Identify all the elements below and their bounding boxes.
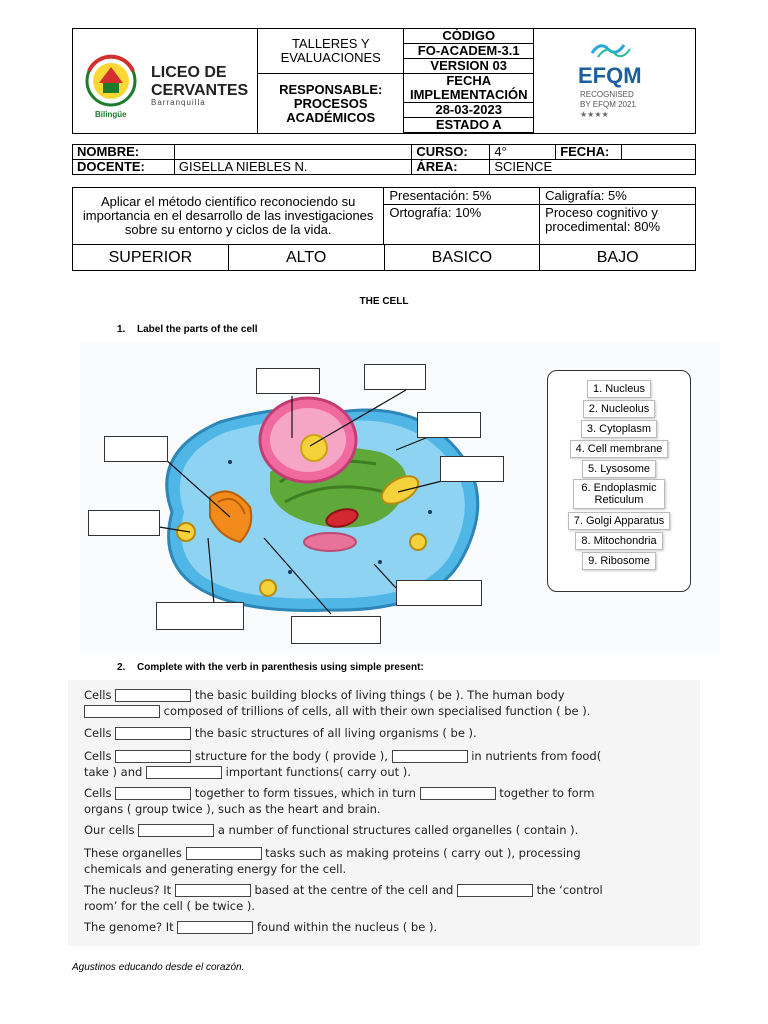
- level-superior[interactable]: SUPERIOR: [73, 245, 229, 271]
- answer-blank[interactable]: [392, 750, 468, 763]
- cell-parts-legend: [547, 370, 691, 592]
- exercise-line: Cells structure for the body ( provide ), in nutrients from food(: [84, 749, 602, 763]
- exercise-line: These organelles tasks such as making proteins ( carry out ), processing: [84, 846, 581, 860]
- answer-blank[interactable]: [84, 705, 160, 718]
- docente-value: GISELLA NIEBLES N.: [174, 160, 411, 175]
- label-box[interactable]: [156, 602, 244, 630]
- label-box[interactable]: [104, 436, 168, 462]
- efqm-stars: ★★★★: [580, 110, 609, 119]
- legend-item: 9. Ribosome: [548, 551, 690, 570]
- answer-blank[interactable]: [420, 787, 496, 800]
- exercise-line: take ) and important functions( carry out ).: [84, 765, 411, 779]
- question-2-number: 2.: [117, 662, 126, 673]
- exercise-line: chemicals and generating energy for the cell.: [84, 862, 347, 876]
- legend-item: 3. Cytoplasm: [548, 419, 690, 438]
- answer-blank[interactable]: [115, 787, 191, 800]
- answer-blank[interactable]: [186, 847, 262, 860]
- answer-blank[interactable]: [457, 884, 533, 897]
- answer-blank[interactable]: [115, 689, 191, 702]
- label-box[interactable]: [291, 616, 381, 644]
- efqm-line2: BY EFQM 2021: [580, 100, 636, 109]
- efqm-logo: [534, 31, 694, 131]
- level-basico[interactable]: BASICO: [384, 245, 540, 271]
- label-box[interactable]: [88, 510, 160, 536]
- ortografia-pct: Ortografía: 10%: [384, 205, 540, 245]
- presentacion-pct: Presentación: 5%: [384, 188, 540, 205]
- page-title: THE CELL: [359, 296, 409, 307]
- exercise-line: Our cells a number of functional structures called organelles ( contain ).: [84, 823, 579, 837]
- docente-label: DOCENTE:: [73, 160, 175, 175]
- header-col2-bottom: RESPONSABLE: PROCESOS ACADÉMICOS: [258, 74, 404, 134]
- level-bajo[interactable]: BAJO: [540, 245, 696, 271]
- header-table: [72, 28, 696, 134]
- legend-item: 4. Cell membrane: [548, 439, 690, 458]
- exercise-line: Cells the basic building blocks of living things ( be ). The human body: [84, 688, 565, 702]
- objective-text: Aplicar el método científico reconociendo su importancia en el desarrollo de las investigaciones sobre su entorno y ciclos de la vida.: [73, 188, 384, 245]
- legend-item: 5. Lysosome: [548, 459, 690, 478]
- footer-motto: Agustinos educando desde el corazón.: [72, 962, 245, 973]
- answer-blank[interactable]: [175, 884, 251, 897]
- logo-line1: LICEO DE: [151, 64, 227, 81]
- estado-value: ESTADO A: [404, 118, 534, 133]
- proceso-pct: Proceso cognitivo y procedimental: 80%: [540, 205, 696, 245]
- levels-table: [72, 244, 696, 271]
- label-box[interactable]: [364, 364, 426, 390]
- answer-blank[interactable]: [115, 727, 191, 740]
- logo-city: Barranquilla: [151, 98, 206, 107]
- label-box[interactable]: [417, 412, 481, 438]
- legend-item: 6. Endoplasmic Reticulum: [548, 479, 690, 509]
- label-box[interactable]: [440, 456, 504, 482]
- label-box[interactable]: [256, 368, 320, 394]
- codigo-value: FO-ACADEM-3.1: [404, 44, 534, 59]
- fecha-field[interactable]: [622, 145, 696, 160]
- nombre-field[interactable]: [174, 145, 411, 160]
- school-logo-cell: [73, 29, 258, 134]
- question-1-number: 1.: [117, 324, 126, 335]
- exercise-line: Cells the basic structures of all living organisms ( be ).: [84, 726, 477, 740]
- rubric-table: [72, 187, 696, 245]
- efqm-brand: EFQM: [578, 63, 642, 88]
- fecha-impl-label: FECHA IMPLEMENTACIÓN: [404, 74, 534, 103]
- answer-blank[interactable]: [146, 766, 222, 779]
- level-alto[interactable]: ALTO: [228, 245, 384, 271]
- caligrafia-pct: Caligrafía: 5%: [540, 188, 696, 205]
- legend-item: 8. Mitochondria: [548, 531, 690, 550]
- efqm-line1: RECOGNISED: [580, 90, 634, 99]
- exercise-line: The genome? It found within the nucleus ( be ).: [84, 920, 438, 934]
- answer-blank[interactable]: [138, 824, 214, 837]
- student-info-table: [72, 144, 696, 175]
- answer-blank[interactable]: [177, 921, 253, 934]
- curso-label: CURSO:: [412, 145, 490, 160]
- label-box[interactable]: [396, 580, 482, 606]
- header-col2-top: TALLERES Y EVALUACIONES: [258, 29, 404, 74]
- exercise-line: organs ( group twice ), such as the heart and brain.: [84, 802, 381, 816]
- curso-value: 4°: [490, 145, 556, 160]
- fecha-impl-value: 28-03-2023: [404, 103, 534, 118]
- efqm-logo-cell: [534, 29, 696, 134]
- area-label: ÁREA:: [412, 160, 490, 175]
- legend-item: 7. Golgi Apparatus: [548, 511, 690, 530]
- logo-line2: CERVANTES: [151, 82, 249, 99]
- question-2-text: Complete with the verb in parenthesis using simple present:: [137, 662, 424, 673]
- exercise-area: [68, 680, 700, 946]
- version-value: VERSION 03: [404, 59, 534, 74]
- school-logo: [73, 31, 257, 131]
- question-1-text: Label the parts of the cell: [137, 324, 258, 335]
- fecha-label: FECHA:: [556, 145, 622, 160]
- exercise-line: room’ for the cell ( be twice ).: [84, 899, 255, 913]
- answer-blank[interactable]: [115, 750, 191, 763]
- logo-tag: Bilingüe: [95, 110, 127, 119]
- legend-item: 2. Nucleolus: [548, 399, 690, 418]
- nombre-label: NOMBRE:: [73, 145, 175, 160]
- exercise-line: Cells together to form tissues, which in turn together to form: [84, 786, 595, 800]
- codigo-label: CÓDIGO: [404, 29, 534, 44]
- exercise-line: The nucleus? It based at the centre of the cell and the ‘control: [84, 883, 603, 897]
- exercise-line: composed of trillions of cells, all with their own specialised function ( be ).: [84, 704, 590, 718]
- legend-item: 1. Nucleus: [548, 379, 690, 398]
- area-value: SCIENCE: [490, 160, 696, 175]
